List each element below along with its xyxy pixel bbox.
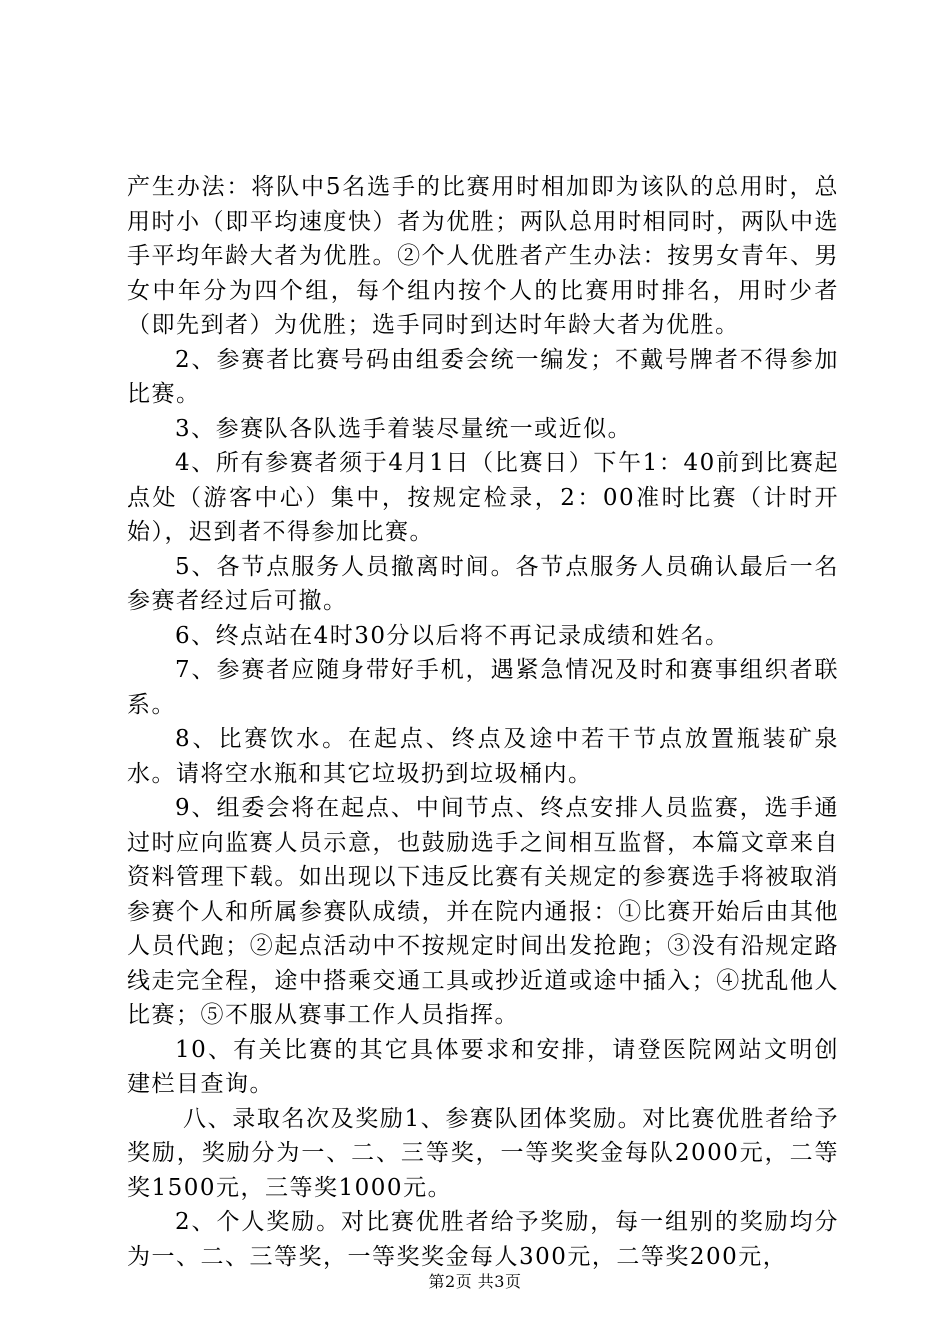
paragraph-rule-7: 7、参赛者应随身带好手机，遇紧急情况及时和赛事组织者联系。 — [127, 657, 839, 718]
paragraph-rule-8: 8、比赛饮水。在起点、终点及途中若干节点放置瓶装矿泉水。请将空水瓶和其它垃圾扔到垃圾桶内。 — [127, 726, 839, 787]
paragraph-rule-10: 10、有关比赛的其它具体要求和安排，请登医院网站文明创建栏目查询。 — [127, 1036, 839, 1097]
paragraph-award-2: 2、个人奖励。对比赛优胜者给予奖励，每一组别的奖励均分为一、二、三等奖，一等奖奖金每人300元，二等奖200元， — [127, 1209, 839, 1270]
paragraph-rule-5: 5、各节点服务人员撤离时间。各节点服务人员确认最后一名参赛者经过后可撤。 — [127, 553, 839, 614]
paragraph-rule-3: 3、参赛队各队选手着装尽量统一或近似。 — [175, 415, 633, 442]
page-footer: 第2页 共3页 — [428, 1272, 522, 1291]
paragraph-rule-6: 6、终点站在4时30分以后将不再记录成绩和姓名。 — [175, 622, 730, 649]
paragraph-section-8: 八、录取名次及奖励1、参赛队团体奖励。对比赛优胜者给予奖励，奖励分为一、二、三等奖，一等奖奖金每队2000元，二等奖1500元，三等奖1000元。 — [127, 1105, 839, 1201]
paragraph-rule-2: 2、参赛者比赛号码由组委会统一编发；不戴号牌者不得参加比赛。 — [127, 346, 839, 407]
paragraph-rule-4: 4、所有参赛者须于4月1日（比赛日）下午1：40前到比赛起点处（游客中心）集中，按规定检录，2：00准时比赛（计时开始），迟到者不得参加比赛。 — [127, 450, 839, 545]
paragraph-rule-9: 9、组委会将在起点、中间节点、终点安排人员监赛，选手通过时应向监赛人员示意，也鼓励选手之间相互监督，本篇文章来自资料管理下载。如出现以下违反比赛有关规定的参赛选手将被取消参赛个人和所属参赛队成绩，并在院内通报：①比赛开始后由其他人员代跑；②起点活动中不按规定时间出发抢跑；③没有沿规定路线走完全程，途中搭乘交通工具或抄近道或途中插入；④扰乱他人比赛；⑤不服从赛事工作人员指挥。 — [127, 795, 839, 1028]
paragraph-continuation: 产生办法：将队中5名选手的比赛用时相加即为该队的总用时，总用时小（即平均速度快）者为优胜；两队总用时相同时，两队中选手平均年龄大者为优胜。②个人优胜者产生办法：按男女青年、男女中年分为四个组，每个组内按个人的比赛用时排名，用时少者（即先到者）为优胜；选手同时到达时年龄大者为优胜。 — [127, 174, 839, 338]
document-body — [127, 170, 839, 1274]
